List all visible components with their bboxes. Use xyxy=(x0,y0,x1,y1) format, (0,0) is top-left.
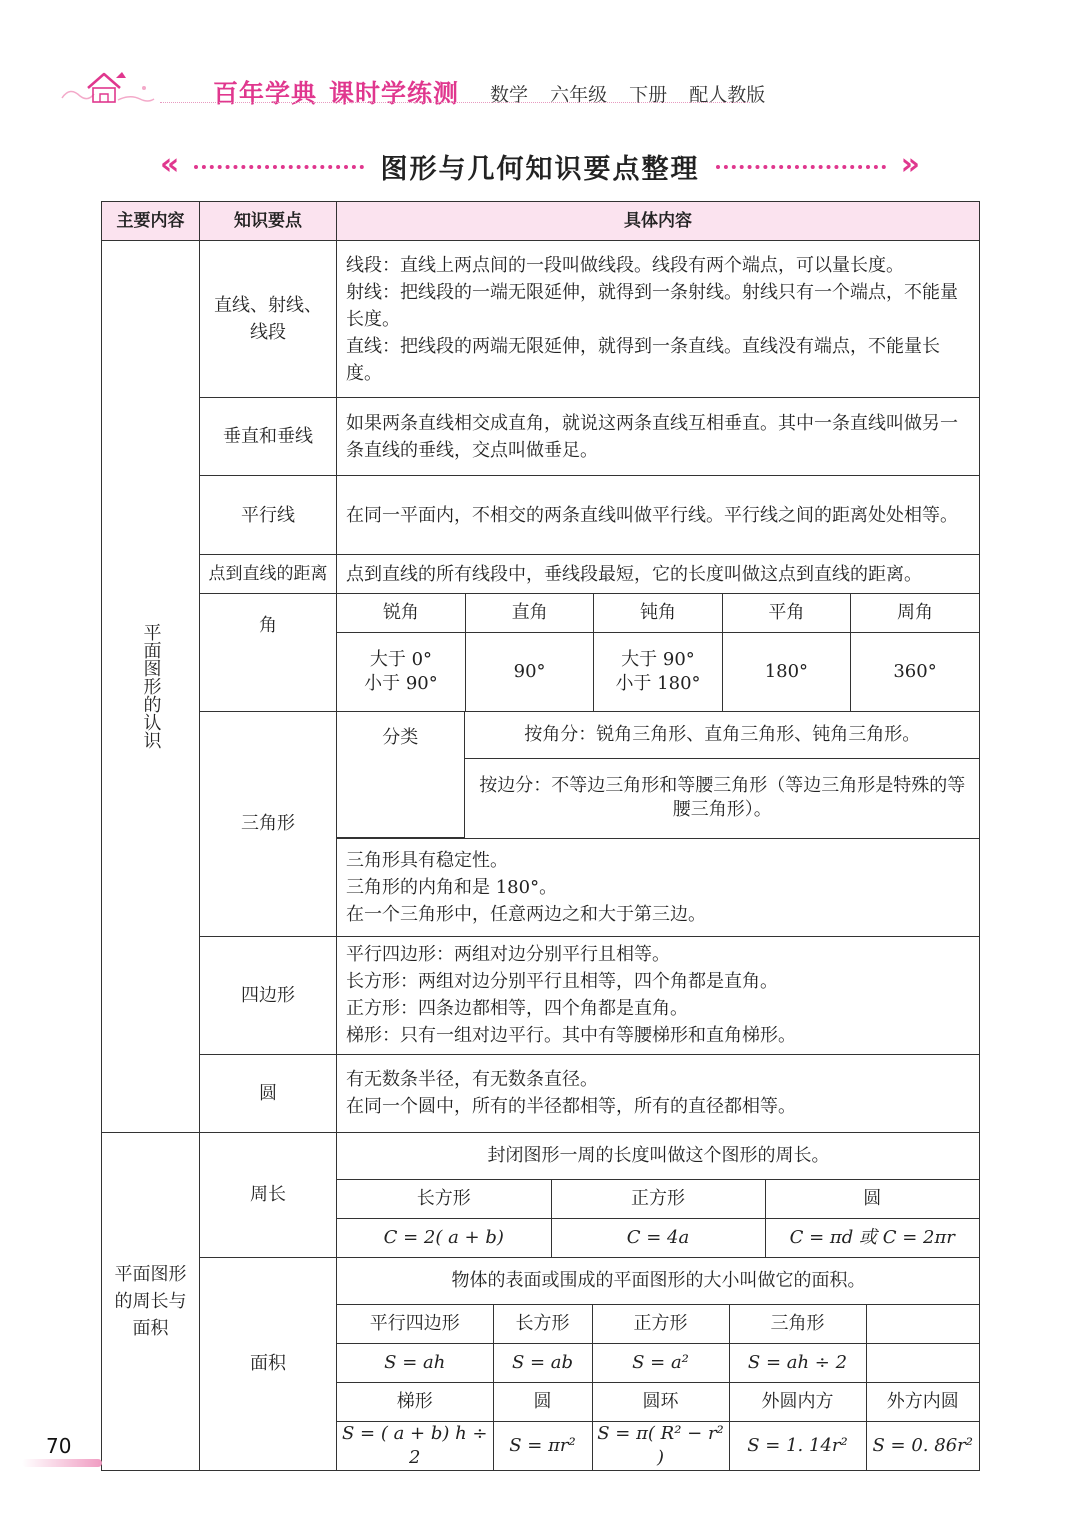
text-line: 直线：把线段的两端无限延伸，就得到一条直线。直线没有端点，不能量长度。 xyxy=(346,335,940,384)
text-line: 在同一个圆中，所有的半径都相等，所有的直径都相等。 xyxy=(346,1096,796,1117)
text-line: 正方形：四条边都相等，四个角都是直角。 xyxy=(346,998,688,1019)
topic-parallel: 平行线 xyxy=(200,476,337,555)
table-row xyxy=(102,398,980,476)
section-title: 图形与几何知识要点整理 xyxy=(380,154,700,185)
angle-value-straight: 180° xyxy=(722,633,850,711)
text-line: 平行四边形：两组对边分别平行且相等。 xyxy=(346,944,670,965)
text-line: 三角形的内角和是 180°。 xyxy=(346,876,558,898)
area-formula: S = 1. 14r² xyxy=(729,1421,866,1470)
text-line: 射线：把线段的一端无限延伸，就得到一条射线。射线只有一个端点，不能量长度。 xyxy=(346,281,958,330)
shape-name: 圆 xyxy=(765,1179,979,1218)
quadrilateral-details xyxy=(337,936,980,1054)
text-line: 有无数条半径，有无数条直径。 xyxy=(346,1069,598,1090)
shape-name: 平行四边形 xyxy=(337,1304,493,1343)
shape-name: 外圆内方 xyxy=(729,1382,866,1421)
range-lower: 大于 0° xyxy=(369,648,433,670)
angle-value-right: 90° xyxy=(465,633,593,711)
topic-triangle: 三角形 xyxy=(200,711,337,936)
perimeter-table xyxy=(337,1133,979,1257)
topic-circle: 圆 xyxy=(200,1054,337,1132)
brand-series: 课时学练测 xyxy=(329,79,460,108)
meta-volume: 下册 xyxy=(629,84,668,106)
triangle-classification xyxy=(337,711,980,838)
area-table xyxy=(337,1258,979,1470)
area-details xyxy=(337,1257,980,1470)
topic-perimeter: 周长 xyxy=(200,1132,337,1257)
house-logo-icon xyxy=(60,66,155,108)
table-row xyxy=(102,936,980,1054)
circle-details xyxy=(337,1054,980,1132)
table-row xyxy=(102,1132,980,1257)
shape-name xyxy=(866,1304,979,1343)
dotted-rule-left xyxy=(194,165,364,169)
header-key-points: 知识要点 xyxy=(200,202,337,241)
shape-name: 正方形 xyxy=(551,1179,765,1218)
angle-range-acute xyxy=(337,633,465,711)
group-perimeter-area: 平面图形的周长与面积 xyxy=(102,1132,200,1470)
page-number: 70 xyxy=(46,1434,72,1458)
text-line: 线段：直线上两点间的一段叫做线段。线段有两个端点，可以量长度。 xyxy=(346,254,904,276)
angle-name: 直角 xyxy=(465,594,593,633)
area-formula: S = ab xyxy=(493,1343,592,1382)
text-line: 梯形：只有一组对边平行。其中有等腰梯形和直角梯形。 xyxy=(346,1025,796,1046)
group-label: 平面图形的认识 xyxy=(140,623,162,750)
double-chevron-left-icon: « xyxy=(160,147,180,182)
table-row xyxy=(102,1054,980,1132)
area-definition: 物体的表面或围成的平面图形的大小叫做它的面积。 xyxy=(337,1258,979,1305)
area-formula: S = π( R² − r² ) xyxy=(592,1421,729,1470)
double-chevron-right-icon: » xyxy=(900,147,920,182)
angle-name: 锐角 xyxy=(337,594,465,633)
perimeter-formula: C = 2( a + b) xyxy=(337,1218,551,1257)
dotted-rule-right xyxy=(716,165,886,169)
angle-name: 周角 xyxy=(851,594,979,633)
text-line: 在一个三角形中，任意两边之和大于第三边。 xyxy=(346,903,706,925)
perimeter-formula: C = 4a xyxy=(551,1218,765,1257)
shape-name: 圆环 xyxy=(592,1382,729,1421)
area-formula: S = πr² xyxy=(493,1421,592,1470)
area-formula: S = ah xyxy=(337,1343,493,1382)
angle-name: 平角 xyxy=(722,594,850,633)
shape-name: 长方形 xyxy=(337,1179,551,1218)
meta-edition: 配人教版 xyxy=(689,84,766,106)
knowledge-table xyxy=(101,201,980,1471)
brand-title xyxy=(213,74,459,110)
topic-lines: 直线、射线、线段 xyxy=(200,241,337,398)
topic-area: 面积 xyxy=(200,1257,337,1470)
text-line: 三角形具有稳定性。 xyxy=(346,849,508,871)
area-formula: S = 0. 86r² xyxy=(866,1421,979,1470)
header-divider xyxy=(160,102,750,103)
page-header xyxy=(60,62,766,112)
angle-details xyxy=(337,594,980,712)
parallel-details: 在同一平面内，不相交的两条直线叫做平行线。平行线之间的距离处处相等。 xyxy=(337,476,980,555)
area-formula: S = ( a + b) h ÷ 2 xyxy=(337,1421,493,1470)
header-details: 具体内容 xyxy=(337,202,980,241)
meta-grade: 六年级 xyxy=(550,84,608,106)
page-number-bar xyxy=(22,1459,102,1467)
lines-details xyxy=(337,241,980,398)
classification-label: 分类 xyxy=(337,712,464,838)
shape-name: 外方内圆 xyxy=(866,1382,979,1421)
shape-name: 圆 xyxy=(493,1382,592,1421)
angle-table xyxy=(337,594,979,711)
triangle-class-table xyxy=(337,712,979,838)
topic-quadrilateral: 四边形 xyxy=(200,936,337,1054)
perimeter-formula: C = πd 或 C = 2πr xyxy=(765,1218,979,1257)
range-lower: 大于 90° xyxy=(621,648,695,670)
classify-by-angle: 按角分：锐角三角形、直角三角形、钝角三角形。 xyxy=(464,712,979,759)
classify-by-side: 按边分：不等边三角形和等腰三角形（等边三角形是特殊的等腰三角形）。 xyxy=(464,758,979,837)
topic-perpendicular: 垂直和垂线 xyxy=(200,398,337,476)
angle-range-obtuse xyxy=(594,633,722,711)
triangle-properties xyxy=(337,838,980,936)
table-header-row xyxy=(102,202,980,241)
group-plane-figures xyxy=(102,241,200,1133)
angle-name: 钝角 xyxy=(594,594,722,633)
area-formula xyxy=(866,1343,979,1382)
topic-distance: 点到直线的距离 xyxy=(200,555,337,594)
text-line: 长方形：两组对边分别平行且相等，四个角都是直角。 xyxy=(346,971,778,992)
area-formula: S = ah ÷ 2 xyxy=(729,1343,866,1382)
perimeter-details xyxy=(337,1132,980,1257)
header-main-content: 主要内容 xyxy=(102,202,200,241)
shape-name: 长方形 xyxy=(493,1304,592,1343)
table-row xyxy=(102,711,980,838)
table-row xyxy=(102,476,980,555)
perpendicular-details: 如果两条直线相交成直角，就说这两条直线互相垂直。其中一条直线叫做另一条直线的垂线，交点叫做垂足。 xyxy=(337,398,980,476)
table-row xyxy=(102,594,980,712)
shape-name: 三角形 xyxy=(729,1304,866,1343)
perimeter-definition: 封闭图形一周的长度叫做这个图形的周长。 xyxy=(337,1133,979,1180)
table-row xyxy=(102,241,980,398)
section-title-bar xyxy=(160,145,920,189)
meta-subject: 数学 xyxy=(490,84,529,106)
table-row xyxy=(102,555,980,594)
distance-details: 点到直线的所有线段中，垂线段最短，它的长度叫做这点到直线的距离。 xyxy=(337,555,980,594)
table-row xyxy=(102,1257,980,1470)
range-upper: 小于 180° xyxy=(615,672,701,694)
angle-value-full: 360° xyxy=(851,633,979,711)
shape-name: 梯形 xyxy=(337,1382,493,1421)
range-upper: 小于 90° xyxy=(364,672,438,694)
brand-name: 百年学典 xyxy=(213,79,318,108)
shape-name: 正方形 xyxy=(592,1304,729,1343)
area-formula: S = a² xyxy=(592,1343,729,1382)
topic-angle: 角 xyxy=(200,594,337,712)
